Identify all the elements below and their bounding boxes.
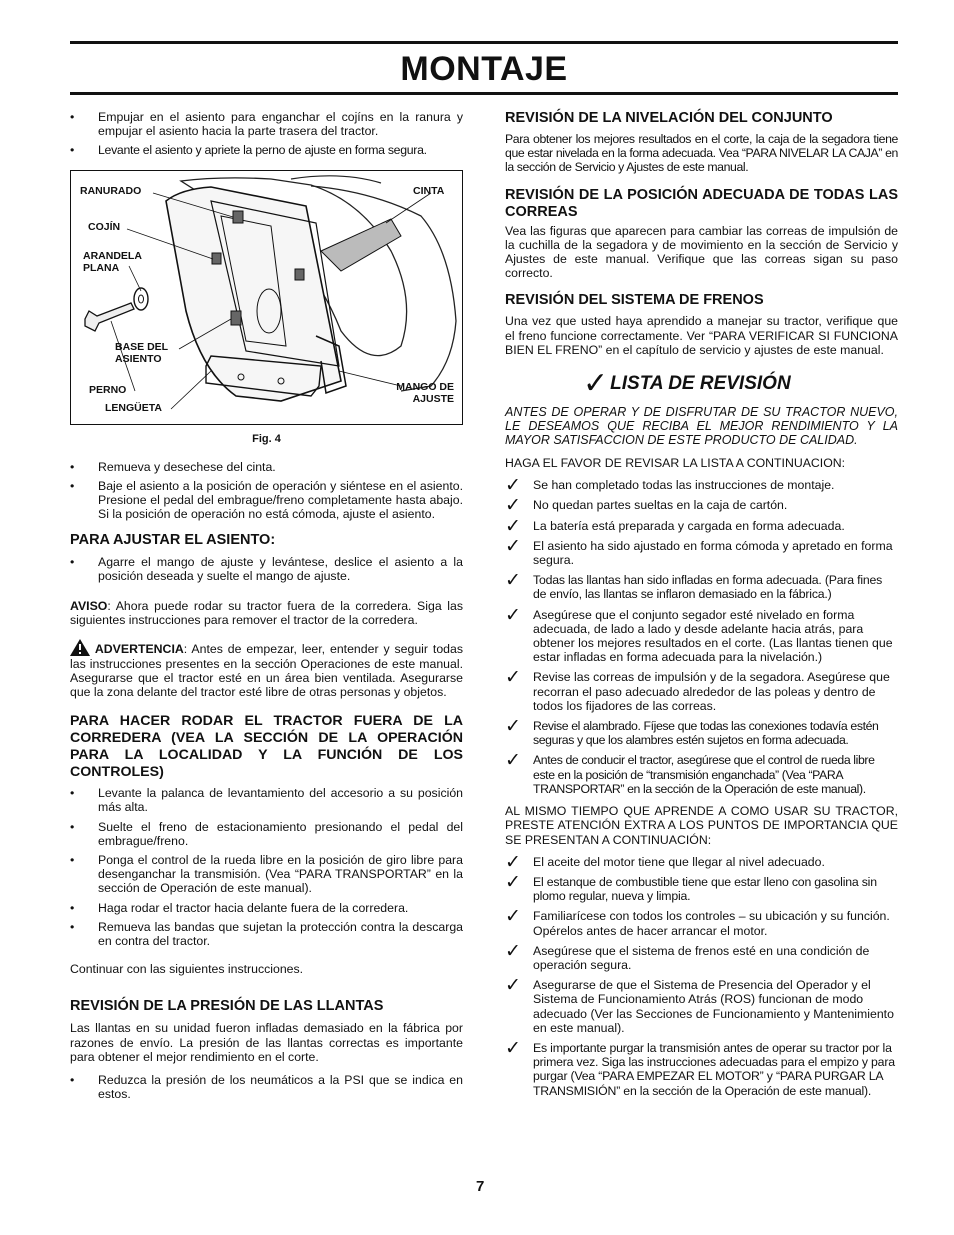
- checklist-item-text: No quedan partes sueltas en la caja de cartón.: [533, 498, 788, 513]
- after-figure-bullets: [70, 460, 463, 522]
- checklist-intro: ANTES DE OPERAR Y DE DISFRUTAR DE SU TRACTOR NUEVO, LE DESEAMOS QUE RECIBA EL MEJOR RENDIMIENTO Y LA MAYOR SATISFACCION DE ESTE PRODUCTO DE CALIDAD.: [505, 405, 898, 448]
- leveling-heading: REVISIÓN DE LA NIVELACIÓN DEL CONJUNTO: [505, 110, 833, 126]
- checklist-item: [505, 975, 898, 1035]
- checklist-item-text: Se han completado todas las instrucciones de montaje.: [533, 478, 835, 493]
- checklist-item: [505, 1037, 898, 1098]
- list-item: • Suelte el freno de estacionamiento presionando el pedal del embrague/freno.: [70, 820, 463, 848]
- list-item: • Empujar en el asiento para enganchar el cojíns en la ranura y empujar el asiento hacia la parte trasera del tractor.: [70, 110, 463, 138]
- checkmark-icon: ✓: [505, 604, 521, 626]
- tire-pressure-heading: REVISIÓN DE LA PRESIÓN DE LAS LLANTAS: [70, 998, 384, 1015]
- list-item: • Agarre el mango de ajuste y levántese, deslice el asiento a la posición deseada y suelte el mango de ajuste.: [70, 555, 463, 583]
- checklist-item-text: Revise las correas de impulsión y de la segadora. Asegúrese que recorran el paso adecuado alrededor de las poleas y dentro de todos los fijadores de las correas.: [533, 670, 890, 713]
- checklist-primary: [505, 475, 898, 796]
- page-title: MONTAJE: [400, 50, 568, 88]
- checkmark-icon: ✓: [505, 667, 521, 689]
- list-item: • Haga rodar el tractor hacia delante fuera de la corredera.: [70, 901, 463, 915]
- checklist-title-text: LISTA DE REVISIÓN: [610, 372, 791, 394]
- checklist-item: [505, 604, 898, 665]
- warning-label: ADVERTENCIA: [94, 642, 184, 657]
- belts-text: Vea las figuras que aparecen para cambiar las correas de impulsión de la cuchilla de la segadora y de movimiento en la sección de Servicio y Ajustes de este manual. Verifique que las correas sigan su paso correcto.: [505, 223, 898, 281]
- warning-text: : Antes de empezar, leer, entender y seguir todas las instrucciones presentes en la sección Operaciones de este manual. Asegurarse que el tractor esté en un área bien ventilada. Asegurarse que la zona delante del tractor esté libre de otras personas y objetos.: [70, 642, 463, 700]
- checklist-item: [505, 716, 898, 748]
- label-cinta: CINTA: [413, 184, 445, 197]
- aviso-paragraph: [70, 599, 463, 627]
- warning-paragraph: [70, 639, 463, 699]
- aviso-text: : Ahora puede rodar su tractor fuera de la corredera. Siga las siguientes instrucciones para remover el tractor de la corredera.: [70, 599, 463, 628]
- checklist-item: [505, 495, 898, 517]
- checklist-item-text: Asegúrese que el sistema de frenos esté en una condición de operación segura.: [533, 943, 870, 972]
- seat-adjust-bullets: [70, 555, 463, 583]
- label-base-del-asiento: BASE DEL ASIENTO: [115, 340, 168, 365]
- left-column: [70, 110, 463, 1107]
- checklist-item: [505, 940, 898, 972]
- checklist-item-text: Todas las llantas han sido infladas en forma adecuada. (Para fines de envío, las llantas se inflaron demasiado en la fábrica.): [533, 573, 883, 602]
- tire-pressure-bullets: [70, 1073, 463, 1101]
- list-item: • Reduzca la presión de los neumáticos a la PSI que se indica en estos.: [70, 1073, 463, 1101]
- checklist-item-text: Asegurarse de que el Sistema de Presencia del Operador y el Sistema de Funcionamiento Atrás (ROS) funcionan de modo adecuado (Ver las Secciones de Funcionamiento y Mantenimiento en este manual).: [533, 978, 894, 1035]
- checkmark-icon: ✓: [505, 906, 521, 928]
- belts-heading: REVISIÓN DE LA POSICIÓN ADECUADA DE TODAS LAS CORREAS: [505, 186, 898, 220]
- seat-adjust-heading: PARA AJUSTAR EL ASIENTO:: [70, 531, 276, 548]
- checklist-item-text: Familiarícese con todos los controles – su ubicación y su función. Opérelos antes de hacer arrancar el motor.: [533, 909, 890, 938]
- list-item: • Levante el asiento y apriete la perno de ajuste en forma segura.: [70, 143, 463, 157]
- checklist-item: [505, 667, 898, 713]
- list-item: • Remueva las bandas que sujetan la protección contra la descarga en contra del tractor.: [70, 920, 463, 948]
- checklist-item-text: El estanque de combustible tiene que estar lleno con gasolina sin plomo regular, nueva y limpia.: [533, 874, 877, 904]
- right-column: [505, 110, 898, 1104]
- top-rule: [70, 41, 898, 44]
- checklist-item-text: Revise el alambrado. Fíjese que todas las conexiones todavía estén seguras y que los alambres estén sujetos en forma adecuada.: [533, 719, 879, 748]
- checkmark-icon: ✓: [505, 1037, 521, 1059]
- label-lengueta: LENGÜETA: [105, 401, 162, 414]
- also-text: AL MISMO TIEMPO QUE APRENDE A COMO USAR SU TRACTOR, PRESTE ATENCIÓN EXTRA A LOS PUNTOS DE IMPORTANCIA QUE SE PRESENTAN A CONTINUACIÓN:: [505, 804, 898, 847]
- brakes-text: Una vez que usted haya aprendido a manejar su tractor, verifique que el freno funcione correctamente. Ver “PARA VERIFICAR SI FUNCIONA BIEN EL FRENO” en el capítulo de servicio y ajustes de este manual.: [505, 314, 898, 357]
- checklist-item: [505, 851, 898, 873]
- checkmark-icon: ✓: [505, 851, 521, 873]
- label-ranurado: RANURADO: [80, 184, 142, 197]
- continue-text: Continuar con las siguientes instrucciones.: [70, 962, 304, 977]
- leveling-text: Para obtener los mejores resultados en el corte, la caja de la segadora tiene que estar nivelada en la forma adecuada. Vea “PARA NIVELAR LA CAJA” en la sección de Servicio y Ajustes de este manual.: [505, 132, 898, 175]
- checklist-item-text: Asegúrese que el conjunto segador esté nivelado en forma adecuada, de lado a lado y desde adelante hacia atrás, para obtener los mejores resultados en el corte. (Las llantas tienen que estar infladas en forma adecuada para la nivelación.): [533, 607, 893, 665]
- checkmark-icon: ✓: [505, 535, 521, 557]
- checklist-item-text: Antes de conducir el tractor, asegúrese que el control de rueda libre este en la posición de “transmisión enganchada” (Vea “PARA TRANSPORTAR” en la sección de la Operación de este manual).: [533, 753, 875, 796]
- checklist-item: [505, 570, 898, 602]
- intro-bullets: [70, 110, 463, 158]
- label-cojin: COJÍN: [88, 220, 121, 233]
- figure-caption: Fig. 4: [252, 432, 281, 445]
- figure-seat-assembly: [70, 170, 463, 425]
- checkmark-icon: ✓: [505, 871, 521, 893]
- warning-icon: [70, 639, 90, 656]
- checkmark-icon: ✓: [583, 367, 609, 401]
- checklist-item-text: El aceite del motor tiene que llegar al nivel adecuado.: [533, 854, 825, 869]
- aviso-label: AVISO: [70, 599, 108, 614]
- page-number: 7: [476, 1178, 485, 1195]
- label-mango-de-ajuste: MANGO DE AJUSTE: [396, 380, 454, 405]
- checklist-item-text: La batería está preparada y cargada en forma adecuada.: [533, 518, 845, 533]
- tire-pressure-text: Las llantas en su unidad fueron infladas demasiado en la fábrica por razones de envío. La presión de las llantas correctas es importante para obtener el mejor rendimiento en el corte.: [70, 1021, 463, 1064]
- label-perno: PERNO: [89, 383, 127, 396]
- checklist-please: HAGA EL FAVOR DE REVISAR LA LISTA A CONTINUACION:: [505, 456, 846, 471]
- checkmark-icon: ✓: [505, 570, 521, 592]
- list-item: • Levante la palanca de levantamiento del accesorio a su posición más alta.: [70, 786, 463, 814]
- checkmark-icon: ✓: [505, 495, 521, 517]
- label-arandela-plana: ARANDELA PLANA: [83, 249, 142, 274]
- checkmark-icon: ✓: [505, 475, 521, 497]
- checkmark-icon: ✓: [505, 716, 521, 738]
- checklist-item: [505, 515, 898, 537]
- checklist-secondary: [505, 851, 898, 1098]
- checkmark-icon: ✓: [505, 515, 521, 537]
- checkmark-icon: ✓: [505, 975, 521, 997]
- title-underline: [70, 92, 898, 95]
- checkmark-icon: ✓: [505, 750, 521, 772]
- checklist-item: [505, 535, 898, 568]
- brakes-heading: REVISIÓN DEL SISTEMA DE FRENOS: [505, 292, 764, 309]
- checklist-item: [505, 750, 898, 796]
- checklist-item: [505, 871, 898, 904]
- list-item: • Remueva y desechese del cinta.: [70, 460, 463, 474]
- checkmark-icon: ✓: [505, 940, 521, 962]
- roll-off-bullets: [70, 786, 463, 948]
- checklist-item-text: El asiento ha sido ajustado en forma cómoda y apretado en forma segura.: [533, 538, 893, 568]
- roll-off-heading: PARA HACER RODAR EL TRACTOR FUERA DE LA CORREDERA (VEA LA SECCIÓN DE LA OPERACIÓN PARA LA LOCALIDAD Y LA FUNCIÓN DE LOS CONTROLES): [70, 713, 463, 781]
- checklist-item-text: Es importante purgar la transmisión antes de operar su tractor por la primera vez. Siga las instrucciones adecuadas para el empizo y para purgar (Vea “PARA EMPEZAR EL MOTOR” y “PARA PURGAR LA TRANSMISIÓN” en la sección de la Operación de este manual).: [533, 1040, 895, 1098]
- checklist-title: [583, 369, 898, 399]
- checklist-item: [505, 475, 898, 497]
- list-item: • Baje el asiento a la posición de operación y siéntese en el asiento. Presione el pedal del embrague/freno completamente hasta abajo. Si la posición de operación no está cómoda, ajuste el asiento.: [70, 479, 463, 522]
- list-item: • Ponga el control de la rueda libre en la posición de giro libre para desenganchar la transmisión. (Vea “PARA TRANSPORTAR” en la sección de Operación de este manual).: [70, 853, 463, 896]
- checklist-item: [505, 906, 898, 938]
